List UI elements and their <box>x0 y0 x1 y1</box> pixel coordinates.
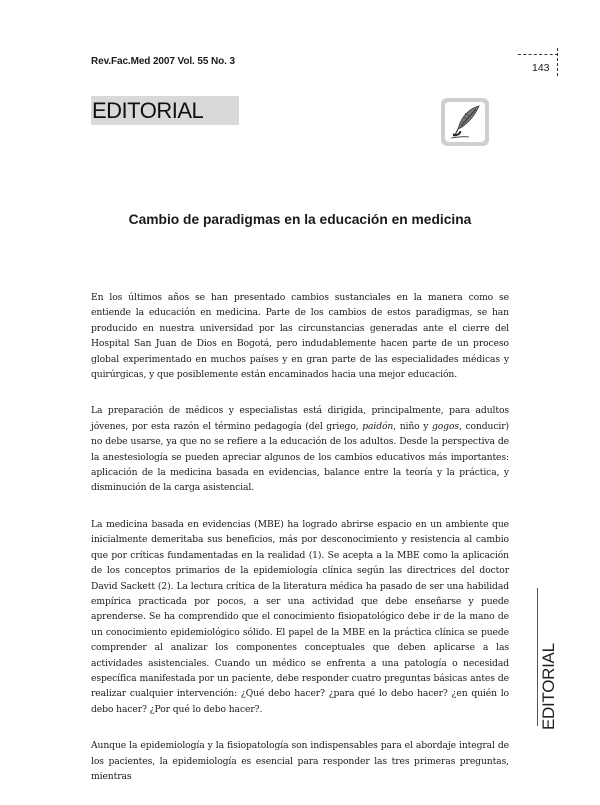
paragraph-4: Aunque la epidemiología y la fisiopatología son indispensables para el abordaje integral de los pacientes, la epidemiología es esencial para responder las tres primeras preguntas, mientras <box>91 740 509 782</box>
paragraph-2: La preparación de médicos y especialistas está dirigida, principalmente, para adultos jóvenes, por esta razón el término pedagogía (del griego, paidón, niño y gogos, conducir) no debe usarse, ya que no se refiere a la educación de los adultos. Desde la perspectiva de la anestesiología se pueden apreciar algunos de los cambios educativos más importantes: aplicación de la medicina basada en evidencias, balance entre la teoría y la práctica, y disminución de la carga asistencial. <box>91 405 509 494</box>
side-rule <box>537 588 538 726</box>
paragraph-1: En los últimos años se han presentado cambios sustanciales en la manera como se entiende la educación en medicina. Parte de los cambios de estos paradigmas, se han producido en nuestra universidad por las circunstancias generadas ante el cierre del Hospital San Juan de Dios en Bogotá, pero indudablemente hacen parte de un proceso global experimentado en muchos países y en gran parte de las especialidades médicas y quirúrgicas, y que posiblemente están encaminados hacia una mejor educación. <box>91 292 509 381</box>
quill-pen-icon <box>445 102 485 142</box>
crop-mark-vertical <box>557 48 558 76</box>
editorial-logo <box>441 98 489 146</box>
page-number: 143 <box>532 62 550 74</box>
side-section-label: EDITORIAL <box>539 643 558 730</box>
section-label: EDITORIAL <box>92 98 204 123</box>
paragraph-3: La medicina basada en evidencias (MBE) ha logrado abrirse espacio en un ambiente que inicialmente demeritaba sus beneficios, más por desconocimiento y resistencia al cambio que por críticas fundamentadas en la realidad (1). Se acepta a la MBE como la aplicación de los conceptos primarios de la epidemiología clínica según las directrices del doctor David Sackett (2). La lectura crítica de la literatura médica ha pasado de ser una habilidad empírica practicada por pocos, a ser una actividad que debe enseñarse y puede aprenderse. Se ha comprendido que el conocimiento fisiopatológico debe ir de la mano de un conocimiento epidemiológico sólido. El papel de la MBE en la práctica clínica se puede comprender al analizar los componentes conceptuales que deben aplicarse a las actividades asistenciales. Cuando un médico se enfrenta a una patología o necesidad específica manifestada por un paciente, debe responder cuatro preguntas básicas antes de realizar cualquier intervención: ¿Qué debo hacer? ¿para qué lo debo hacer? ¿en quién lo debo hacer? ¿Por qué lo debo hacer?. <box>91 518 509 715</box>
article-body <box>91 290 509 805</box>
crop-mark-horizontal <box>518 54 558 55</box>
journal-reference: Rev.Fac.Med 2007 Vol. 55 No. 3 <box>91 56 235 67</box>
article-title: Cambio de paradigmas en la educación en medicina <box>128 212 472 227</box>
